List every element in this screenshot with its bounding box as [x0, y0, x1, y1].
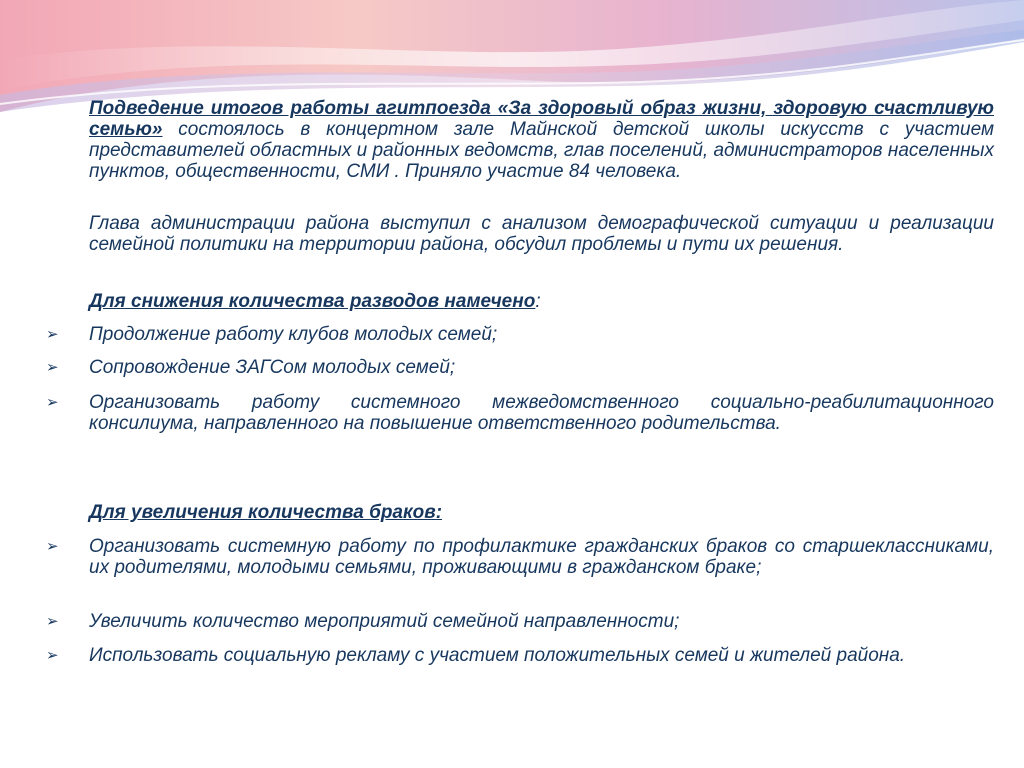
- bullet-text: Использовать социальную рекламу с участием положительных семей и жителей района.: [89, 645, 906, 666]
- section2-heading-link[interactable]: Для увеличения количества браков:: [89, 502, 443, 523]
- bullet-text: Увеличить количество мероприятий семейной направленности;: [89, 611, 680, 632]
- arrowhead-bullet-icon: ➢: [46, 326, 59, 343]
- bullet-text: Продолжение работу клубов молодых семей;: [89, 324, 498, 345]
- intro-rest-text: состоялось в концертном зале Майнской детской школы искусств с участием представителей областных и районных ведомств, глав поселений, администраторов населенных пунктов, общественности, СМИ . Приняло участие 84 человека.: [89, 119, 995, 182]
- section2-heading: [89, 502, 994, 523]
- arrowhead-bullet-icon: ➢: [46, 359, 59, 376]
- arrowhead-bullet-icon: ➢: [46, 394, 59, 411]
- bullet-text: Сопровождение ЗАГСом молодых семей;: [89, 357, 456, 378]
- arrowhead-bullet-icon: ➢: [46, 538, 59, 555]
- arrowhead-bullet-icon: ➢: [46, 647, 59, 664]
- second-paragraph: Глава администрации района выступил с анализом демографической ситуации и реализации семейной политики на территории района, обсудил проблемы и пути их решения.: [89, 213, 994, 255]
- section1-heading-link[interactable]: Для снижения количества разводов намечено: [89, 291, 536, 312]
- section1-heading-colon: :: [535, 291, 541, 312]
- bullet-text: Организовать работу системного межведомственного социально-реабилитационного консилиума, направленного на повышение ответственного родительства.: [89, 392, 994, 434]
- intro-paragraph: [89, 98, 994, 182]
- arrowhead-bullet-icon: ➢: [46, 613, 59, 630]
- bullet-text: Организовать системную работу по профилактике гражданских браков со старшеклассниками, их родителями, молодыми семьями, проживающими в гражданском браке;: [89, 536, 994, 578]
- section1-heading: [89, 291, 994, 312]
- intro-title-link[interactable]: Подведение итогов работы агитпоезда «За здоровый образ жизни, здоровую счастливую семью»: [89, 98, 994, 140]
